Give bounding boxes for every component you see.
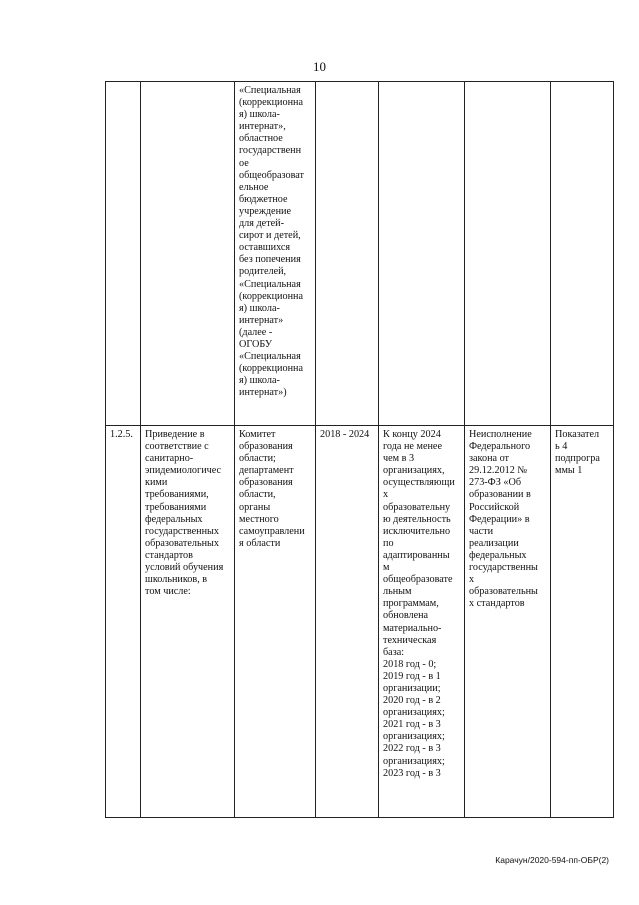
cell-executor [235, 82, 316, 426]
program-table [105, 81, 614, 818]
cell-indicator [551, 426, 614, 818]
cell-number [106, 82, 141, 426]
document-code: Карачун/2020-594-пп-ОБР(2) [495, 855, 609, 865]
cell-executor [235, 426, 316, 818]
cell-number [106, 426, 141, 818]
cell-period [316, 82, 379, 426]
cell-activity [141, 426, 235, 818]
activity-text: Приведение в соответствие с санитарно- эпидемиологичес кими требованиями, требованиями федеральных государственных образовательных стандартов условий обучения школьников, в том числе: [145, 429, 224, 598]
table-row-continued [106, 82, 614, 426]
cell-consequence [465, 82, 551, 426]
cell-period [316, 426, 379, 818]
cell-indicator [551, 82, 614, 426]
indicator-text: Показател ь 4 подпрогра ммы 1 [555, 429, 600, 477]
period-text: 2018 - 2024 [320, 429, 370, 440]
item-number: 1.2.5. [110, 429, 133, 440]
cell-activity [141, 82, 235, 426]
executor-text: Комитет образования области; департамент образования области, органы местного самоуправлени я области [239, 429, 305, 549]
result-text: К концу 2024 года не менее чем в 3 организациях, осуществляющи х образовательну ю деятельность исключительно по адаптированны м общеобразовате льным программам, обновлена материально- техническая база: 2018 год - 0; 2019 год - в 1 организации; 2020 год - в 2 организациях; 2021 год - в 3 организациях; 2022 год - в 3 организациях; 2023 год - в 3 [383, 429, 455, 779]
consequence-text: Неисполнение Федерального закона от 29.12.2012 № 273-ФЗ «Об образовании в Российской Федерации» в части реализации федеральных государственны х образовательны х стандартов [469, 429, 538, 610]
table-row-1-2-5 [106, 426, 614, 818]
executor-text: «Специальная (коррекционна я) школа- интернат», областное государственн ое общеобразоват ельное бюджетное учреждение для детей- сирот и детей, оставшихся без попечения родителей, «Специальная (коррекционна я) школа- интернат» (далее - ОГОБУ «Специальная (коррекционна я) школа- интернат») [239, 85, 304, 399]
page-number: 10 [313, 59, 326, 74]
cell-result [379, 82, 465, 426]
cell-consequence [465, 426, 551, 818]
cell-result [379, 426, 465, 818]
